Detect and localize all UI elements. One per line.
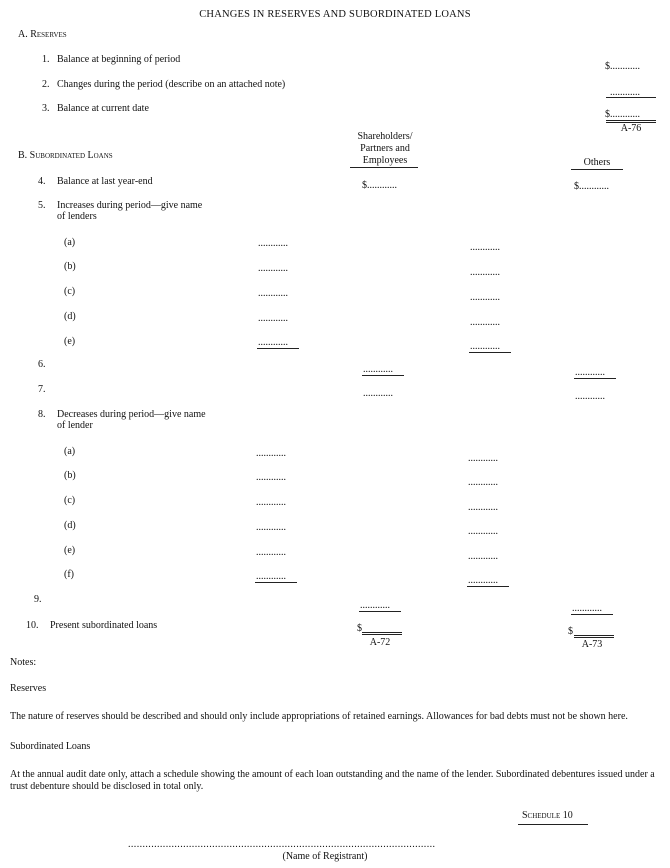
item-number: 7.: [38, 384, 46, 395]
underline: [257, 348, 299, 349]
sub-item-letter: (a): [64, 237, 76, 248]
sub-item-letter: (c): [64, 286, 76, 297]
lender-field[interactable]: ............: [256, 547, 286, 558]
item-number: 10.: [26, 620, 39, 631]
section-a-heading: A. Reserves: [18, 29, 67, 40]
item-label: Increases during period—give name: [57, 200, 203, 211]
header-underline: [571, 169, 623, 170]
lender-field[interactable]: ............: [258, 288, 288, 299]
lender-field[interactable]: ............: [256, 522, 286, 533]
lender-field[interactable]: ............: [256, 571, 286, 582]
underline: [469, 352, 511, 353]
currency-symbol: $: [357, 623, 362, 634]
item-number: 3.: [42, 103, 50, 114]
notes-loans-text: At the annual audit date only, attach a schedule showing the amount of each loan outstanding and the name of the lender. Subordinated debentures issued under a trust debenture should be disclosed in total only.: [10, 769, 655, 792]
lender-field[interactable]: ............: [256, 448, 286, 459]
sub-item-letter: (e): [64, 336, 76, 347]
amount-field[interactable]: ............: [363, 388, 393, 399]
underline: [255, 582, 297, 583]
underline: [362, 375, 404, 376]
item-label: of lenders: [57, 211, 97, 222]
page-title: CHANGES IN RESERVES AND SUBORDINATED LOANS: [199, 9, 471, 20]
underline: [574, 378, 616, 379]
lender-field[interactable]: ............: [470, 292, 500, 303]
sub-item-letter: (a): [64, 446, 76, 457]
underline: [467, 586, 509, 587]
amount-field[interactable]: ............: [363, 364, 393, 375]
lender-field[interactable]: ............: [470, 317, 500, 328]
column-header-shareholders: Employees: [362, 155, 408, 166]
item-number: 4.: [38, 176, 46, 187]
amount-field[interactable]: ............: [360, 600, 390, 611]
lender-field[interactable]: ............: [256, 497, 286, 508]
lender-field[interactable]: ............: [468, 477, 498, 488]
notes-reserves-text: The nature of reserves should be described and should only include appropriations of retained earnings. Allowances for bad debts must not be shown here.: [10, 711, 628, 722]
lender-field[interactable]: ............: [468, 551, 498, 562]
item-label: Balance at last year-end: [57, 176, 153, 187]
underline: [606, 97, 656, 98]
underline: [359, 611, 401, 612]
lender-field[interactable]: ............: [470, 341, 500, 352]
amount-field[interactable]: $............: [574, 181, 609, 192]
sub-item-letter: (e): [64, 545, 76, 556]
lender-field[interactable]: ............: [468, 575, 498, 586]
registrant-caption: (Name of Registrant): [282, 851, 368, 862]
lender-field[interactable]: ............: [258, 337, 288, 348]
column-header-others: Others: [583, 157, 611, 168]
lender-field[interactable]: ............: [468, 453, 498, 464]
item-label: Decreases during period—give name: [57, 409, 206, 420]
item-number: 5.: [38, 200, 46, 211]
header-underline: [350, 167, 418, 168]
registrant-name-field[interactable]: ..........................................................................................................: [128, 839, 436, 850]
lender-field[interactable]: ............: [470, 267, 500, 278]
currency-symbol: $: [568, 626, 573, 637]
lender-field[interactable]: ............: [468, 502, 498, 513]
double-underline: [362, 634, 402, 635]
item-number: 1.: [42, 54, 50, 65]
double-underline: [574, 635, 614, 636]
amount-field[interactable]: ............: [572, 603, 602, 614]
lender-field[interactable]: ............: [256, 472, 286, 483]
underline: [571, 614, 613, 615]
item-number: 8.: [38, 409, 46, 420]
sub-item-letter: (b): [64, 470, 76, 481]
amount-field[interactable]: ............: [610, 87, 640, 98]
sub-item-letter: (d): [64, 520, 76, 531]
item-label: Changes during the period (describe on an attached note): [57, 79, 286, 90]
column-header-shareholders: Shareholders/: [357, 131, 413, 142]
column-header-shareholders: Partners and: [360, 143, 410, 154]
sub-item-letter: (c): [64, 495, 76, 506]
lender-field[interactable]: ............: [258, 238, 288, 249]
reference-code: A-73: [581, 639, 603, 650]
lender-field[interactable]: ............: [470, 242, 500, 253]
sub-item-letter: (b): [64, 261, 76, 272]
lender-field[interactable]: ............: [258, 263, 288, 274]
amount-field[interactable]: $............: [605, 109, 640, 120]
double-underline: [362, 632, 402, 633]
notes-heading: Notes:: [10, 657, 37, 668]
item-label: of lender: [57, 420, 93, 431]
lender-field[interactable]: ............: [468, 526, 498, 537]
item-label: Balance at beginning of period: [57, 54, 181, 65]
amount-field[interactable]: $............: [605, 61, 640, 72]
sub-item-letter: (d): [64, 311, 76, 322]
item-number: 6.: [38, 359, 46, 370]
lender-field[interactable]: ............: [258, 313, 288, 324]
section-b-heading: B. Subordinated Loans: [18, 150, 113, 161]
amount-field[interactable]: ............: [575, 367, 605, 378]
reference-code: A-76: [620, 123, 642, 134]
double-underline: [606, 120, 656, 121]
item-label: Balance at current date: [57, 103, 149, 114]
item-number: 2.: [42, 79, 50, 90]
notes-reserves-heading: Reserves: [10, 683, 47, 694]
double-underline: [574, 637, 614, 638]
schedule-underline: [518, 824, 588, 825]
sub-item-letter: (f): [64, 569, 74, 580]
schedule-label: Schedule 10: [522, 810, 573, 821]
item-number: 9.: [34, 594, 42, 605]
amount-field[interactable]: ............: [575, 391, 605, 402]
reference-code: A-72: [369, 637, 391, 648]
amount-field[interactable]: $............: [362, 180, 397, 191]
item-label: Present subordinated loans: [50, 620, 158, 631]
notes-loans-heading: Subordinated Loans: [10, 741, 91, 752]
